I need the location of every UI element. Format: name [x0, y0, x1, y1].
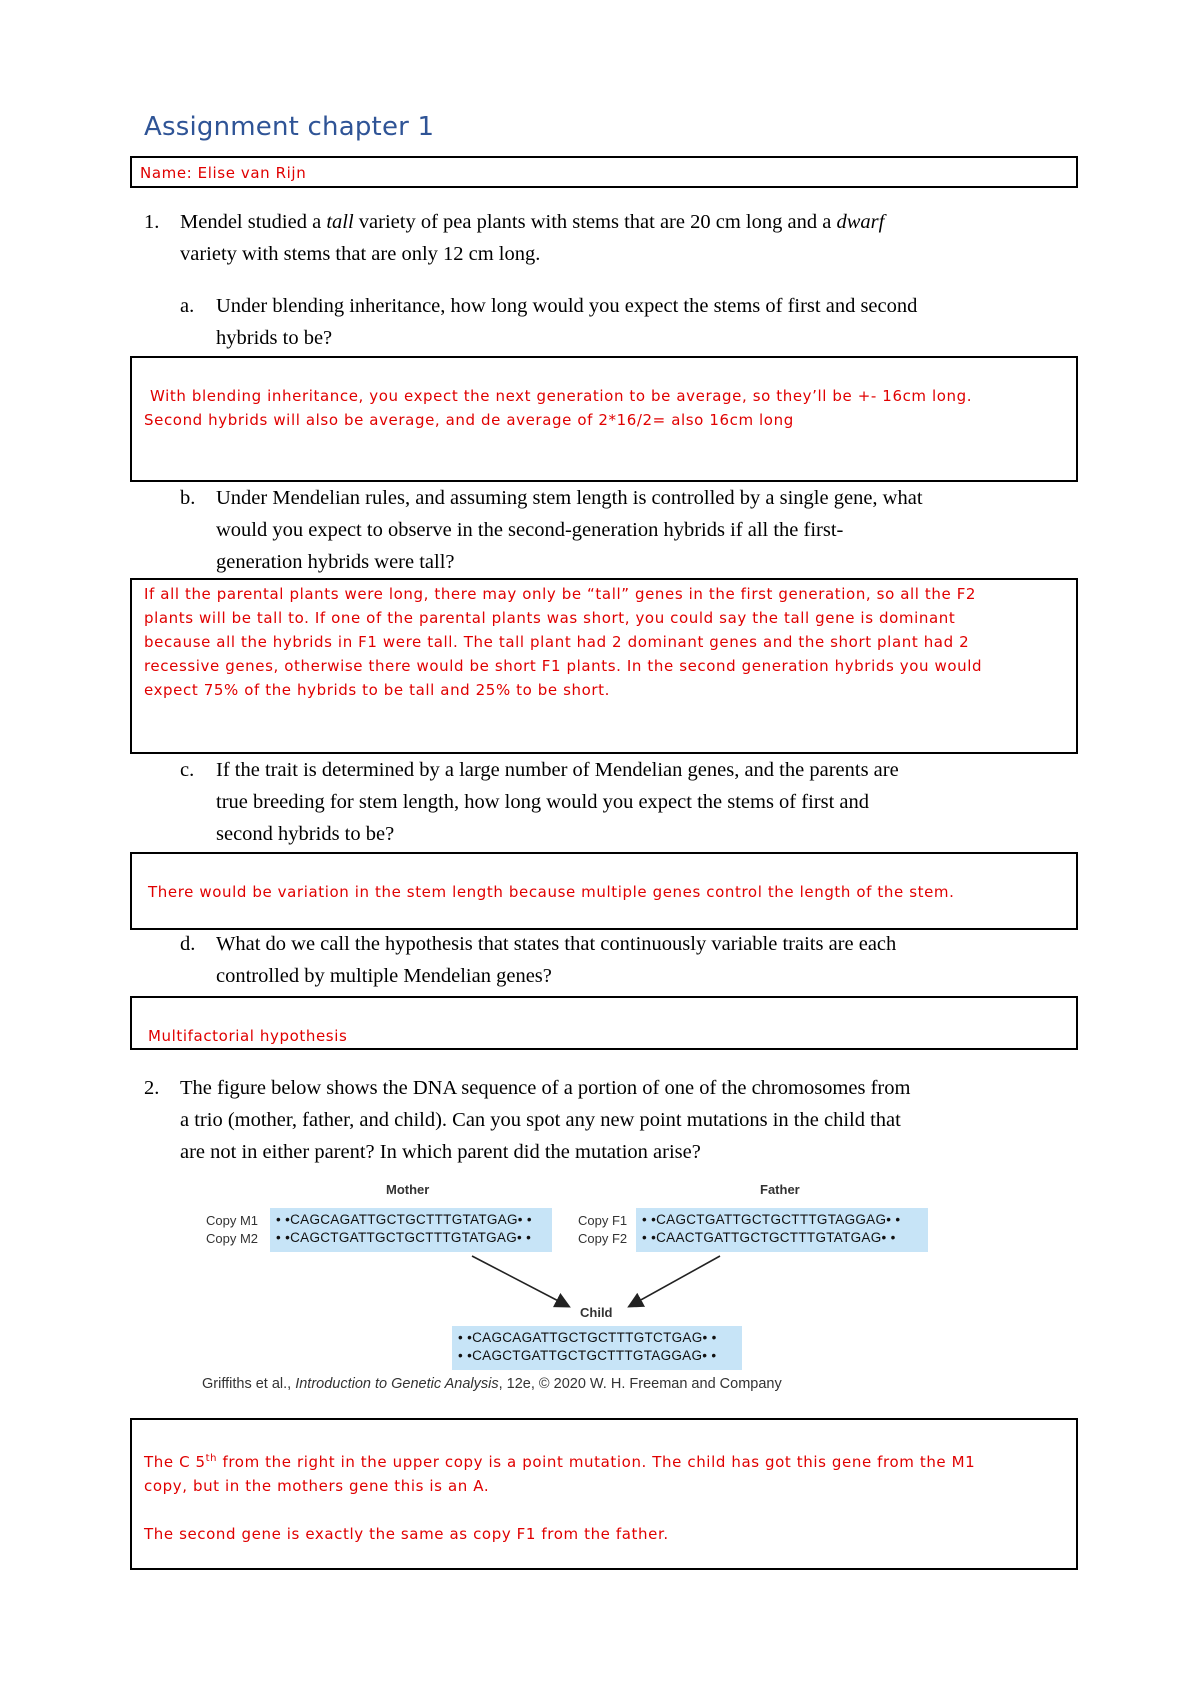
question-1c-line-2: true breeding for stem length, how long would you expect the stems of first and: [216, 791, 870, 813]
question-1-text: [180, 206, 1060, 270]
figure-father-label: Father: [760, 1182, 800, 1197]
question-1a-line-1: Under blending inheritance, how long would you expect the stems of first and second: [216, 295, 918, 317]
figure-seq-f1: • •CAGCTGATTGCTGCTTTGTAGGAG• •: [642, 1212, 901, 1227]
answer-2-line-3: The second gene is exactly the same as copy F1 from the father.: [144, 1525, 669, 1543]
answer-2-box: [130, 1418, 1078, 1570]
answer-1c-line-1: There would be variation in the stem length because multiple genes control the length of the stem.: [148, 883, 955, 901]
question-2-text: [180, 1072, 1070, 1168]
figure-seq-m1: • •CAGCAGATTGCTGCTTTGTATGAG• •: [276, 1212, 532, 1227]
answer-1c-box: [130, 852, 1078, 930]
figure-mother-label: Mother: [386, 1182, 430, 1197]
answer-1b-line-5: expect 75% of the hybrids to be tall and 25% to be short.: [144, 681, 611, 699]
figure-caption: Griffiths et al., Introduction to Genetic Analysis, 12e, © 2020 W. H. Freeman and Company: [202, 1376, 782, 1392]
figure-child-sequences: [452, 1326, 742, 1370]
question-1-line-2: variety with stems that are only 12 cm long.: [180, 243, 541, 265]
answer-1b-line-3: because all the hybrids in F1 were tall. The tall plant had 2 dominant genes and the short plant had 2: [144, 633, 970, 651]
figure-seq-f2: • •CAACTGATTGCTGCTTTGTATGAG• •: [642, 1230, 896, 1245]
answer-1d-box: [130, 996, 1078, 1050]
question-2-line-3: are not in either parent? In which parent did the mutation arise?: [180, 1141, 701, 1163]
question-1b-line-3: generation hybrids were tall?: [216, 551, 455, 573]
dna-trio-figure: [200, 1176, 940, 1396]
answer-1a-line-2: Second hybrids will also be average, and de average of 2*16/2= also 16cm long: [144, 411, 794, 429]
question-1d-line-1: What do we call the hypothesis that states that continuously variable traits are each: [216, 933, 897, 955]
answer-1b-line-2: plants will be tall to. If one of the parental plants was short, you could say the tall gene is dominant: [144, 609, 956, 627]
question-1c-label: c.: [180, 759, 195, 781]
question-1c-line-3: second hybrids to be?: [216, 823, 395, 845]
answer-2-line-1: The C 5th from the right in the upper copy is a point mutation. The child has got this gene from the M1: [144, 1453, 976, 1471]
question-1c-line-1: If the trait is determined by a large number of Mendelian genes, and the parents are: [216, 759, 899, 781]
answer-1b-box: [130, 578, 1078, 754]
figure-copy-m1-label: Copy M1: [206, 1213, 259, 1228]
answer-1a-line-1: With blending inheritance, you expect the next generation to be average, so they’ll be +- 16cm long.: [150, 387, 973, 405]
question-2-line-1: The figure below shows the DNA sequence of a portion of one of the chromosomes from: [180, 1077, 911, 1099]
answer-1b-line-1: If all the parental plants were long, there may only be “tall” genes in the first generation, so all the F2: [144, 585, 977, 603]
figure-seq-m2: • •CAGCTGATTGCTGCTTTGTATGAG• •: [276, 1230, 532, 1245]
question-1d-text: [216, 928, 1076, 992]
answer-2-line-2: copy, but in the mothers gene this is an A.: [144, 1477, 490, 1495]
figure-copy-m2-label: Copy M2: [206, 1231, 259, 1246]
figure-arrow-father: [630, 1256, 720, 1306]
question-1-line-1: Mendel studied a tall variety of pea plants with stems that are 20 cm long and a dwarf: [180, 211, 885, 233]
answer-1d-line-1: Multifactorial hypothesis: [148, 1027, 348, 1045]
figure-child-label: Child: [580, 1305, 613, 1320]
figure-copy-f2-label: Copy F2: [578, 1231, 628, 1246]
page-title: Assignment chapter 1: [144, 112, 435, 142]
question-1b-line-2: would you expect to observe in the second-generation hybrids if all the first-: [216, 519, 844, 541]
question-1b-text: [216, 482, 1076, 578]
figure-seq-c2: • •CAGCTGATTGCTGCTTTGTAGGAG• •: [458, 1348, 717, 1363]
question-1d-line-2: controlled by multiple Mendelian genes?: [216, 965, 552, 987]
name-line: Name: Elise van Rijn: [140, 164, 307, 182]
question-1c-text: [216, 754, 1076, 850]
name-box: [130, 156, 1078, 188]
question-1a-line-2: hybrids to be?: [216, 327, 333, 349]
question-2-number: 2.: [144, 1077, 160, 1099]
answer-1a-box: [130, 356, 1078, 482]
question-1-number: 1.: [144, 211, 160, 233]
figure-arrow-mother: [472, 1256, 568, 1306]
figure-copy-f1-label: Copy F1: [578, 1213, 628, 1228]
question-1a-label: a.: [180, 295, 195, 317]
answer-1b-line-4: recessive genes, otherwise there would be short F1 plants. In the second generation hybrids you would: [144, 657, 983, 675]
question-2-line-2: a trio (mother, father, and child). Can you spot any new point mutations in the child that: [180, 1109, 901, 1131]
question-1d-label: d.: [180, 933, 196, 955]
question-1b-label: b.: [180, 487, 196, 509]
question-1a-text: [216, 290, 1076, 354]
question-1b-line-1: Under Mendelian rules, and assuming stem length is controlled by a single gene, what: [216, 487, 923, 509]
figure-seq-c1: • •CAGCAGATTGCTGCTTTGTCTGAG• •: [458, 1330, 717, 1345]
